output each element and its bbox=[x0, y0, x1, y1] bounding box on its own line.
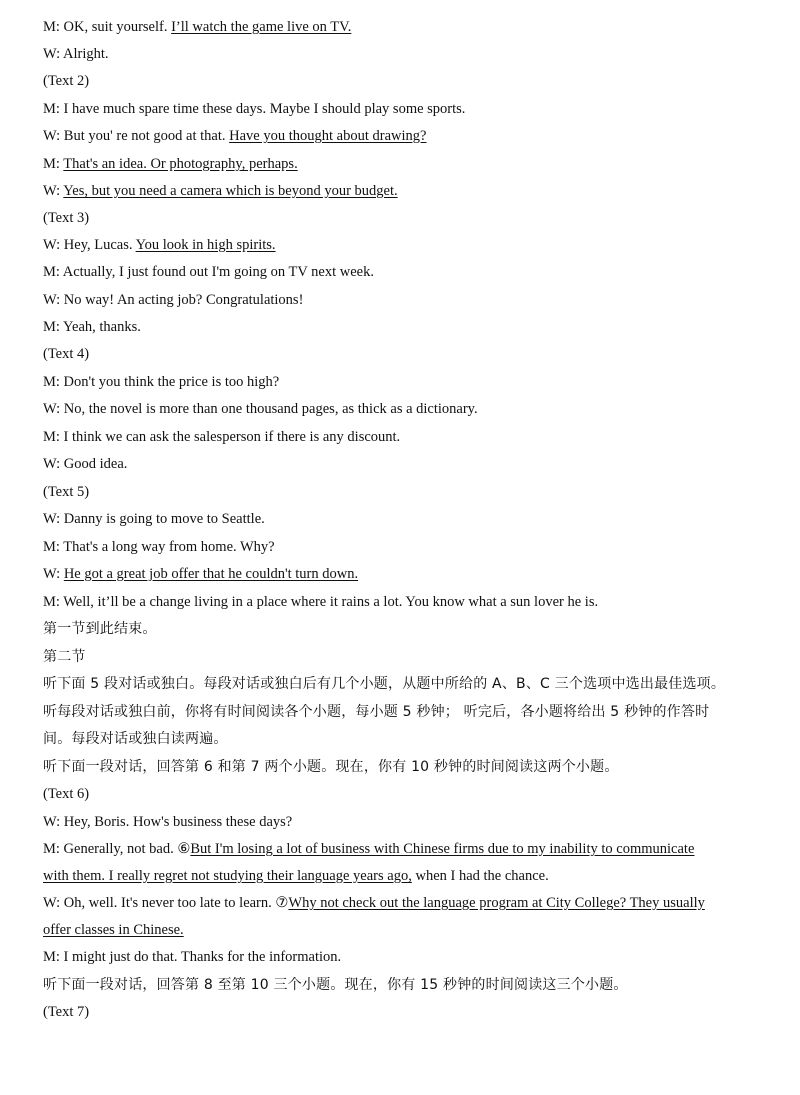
instruction-line: 听下面 5 段对话或独白。每段对话或独白后有几个小题，从题中所给的 A、B、C 三个选项中选出最佳选项。 bbox=[43, 676, 726, 692]
dialogue-line bbox=[43, 154, 298, 174]
line-text: M: OK, suit yourself. bbox=[43, 19, 172, 35]
underlined-text: He got a great job offer that he couldn't turn down. bbox=[63, 566, 359, 582]
dialogue-line: W: No, the novel is more than one thousand pages, as thick as a dictionary. bbox=[43, 401, 478, 417]
dialogue-line: M: I might just do that. Thanks for the information. bbox=[43, 949, 342, 965]
section-title: 第二节 bbox=[43, 649, 86, 665]
line-text: when I had the chance. bbox=[411, 868, 549, 884]
line-text: M: bbox=[43, 156, 64, 172]
instruction-line: 听下面一段对话，回答第 8 至第 10 三个小题。现在，你有 15 秒钟的时间阅读这三个小题。 bbox=[43, 977, 628, 993]
dialogue-line: M: Well, it’ll be a change living in a place where it rains a lot. You know what a sun lover he is. bbox=[43, 594, 599, 610]
dialogue-line: M: That's a long way from home. Why? bbox=[43, 539, 275, 555]
dialogue-line: M: I have much spare time these days. Maybe I should play some sports. bbox=[43, 101, 466, 117]
underlined-text: offer classes in Chinese. bbox=[43, 922, 184, 938]
dialogue-line: M: Yeah, thanks. bbox=[43, 319, 141, 335]
dialogue-line bbox=[43, 839, 694, 859]
underlined-text: You look in high spirits. bbox=[135, 237, 276, 253]
text-label: (Text 5) bbox=[43, 484, 90, 500]
dialogue-line: W: No way! An acting job? Congratulations! bbox=[43, 292, 304, 308]
dialogue-line bbox=[43, 235, 276, 255]
dialogue-line bbox=[43, 564, 358, 584]
dialogue-line bbox=[43, 920, 184, 940]
text-label: (Text 2) bbox=[43, 73, 90, 89]
section-end-note: 第一节到此结束。 bbox=[43, 621, 157, 637]
dialogue-line bbox=[43, 893, 705, 913]
line-text: W: bbox=[43, 566, 64, 582]
dialogue-line: M: I think we can ask the salesperson if there is any discount. bbox=[43, 429, 401, 445]
dialogue-line bbox=[43, 126, 426, 146]
underlined-text: But I'm losing a lot of business with Chinese firms due to my inability to communicate bbox=[190, 841, 695, 857]
underlined-text: Have you thought about drawing? bbox=[229, 128, 427, 144]
text-label: (Text 3) bbox=[43, 210, 90, 226]
underlined-text: with them. I really regret not studying their language years ago, bbox=[43, 868, 412, 884]
dialogue-line: W: Good idea. bbox=[43, 456, 128, 472]
text-label: (Text 6) bbox=[43, 786, 90, 802]
line-text: W: bbox=[43, 183, 64, 199]
instruction-line: 听每段对话或独白前，你将有时间阅读各个小题，每小题 5 秒钟； 听完后，各小题将给出 5 秒钟的作答时 bbox=[43, 704, 710, 720]
dialogue-line: W: Alright. bbox=[43, 46, 109, 62]
dialogue-line: M: Actually, I just found out I'm going on TV next week. bbox=[43, 264, 374, 280]
dialogue-line: M: Don't you think the price is too high? bbox=[43, 374, 280, 390]
dialogue-line bbox=[43, 866, 549, 886]
line-text: W: Oh, well. It's never too late to learn. ⑦ bbox=[43, 895, 289, 911]
dialogue-line: W: Hey, Boris. How's business these days? bbox=[43, 814, 293, 830]
underlined-text: I’ll watch the game live on TV. bbox=[171, 19, 352, 35]
underlined-text: That's an idea. Or photography, perhaps. bbox=[63, 156, 298, 172]
underlined-text: Why not check out the language program at City College? They usually bbox=[288, 895, 705, 911]
line-text: W: Hey, Lucas. bbox=[43, 237, 136, 253]
line-text: W: But you' re not good at that. bbox=[43, 128, 230, 144]
instruction-line: 听下面一段对话，回答第 6 和第 7 两个小题。现在，你有 10 秒钟的时间阅读这两个小题。 bbox=[43, 759, 619, 775]
dialogue-line: W: Danny is going to move to Seattle. bbox=[43, 511, 265, 527]
text-label: (Text 7) bbox=[43, 1004, 90, 1020]
dialogue-line bbox=[43, 17, 351, 37]
line-text: M: Generally, not bad. ⑥ bbox=[43, 841, 191, 857]
instruction-line: 间。每段对话或独白读两遍。 bbox=[43, 731, 228, 747]
underlined-text: Yes, but you need a camera which is beyond your budget. bbox=[63, 183, 398, 199]
dialogue-line bbox=[43, 181, 398, 201]
text-label: (Text 4) bbox=[43, 346, 90, 362]
